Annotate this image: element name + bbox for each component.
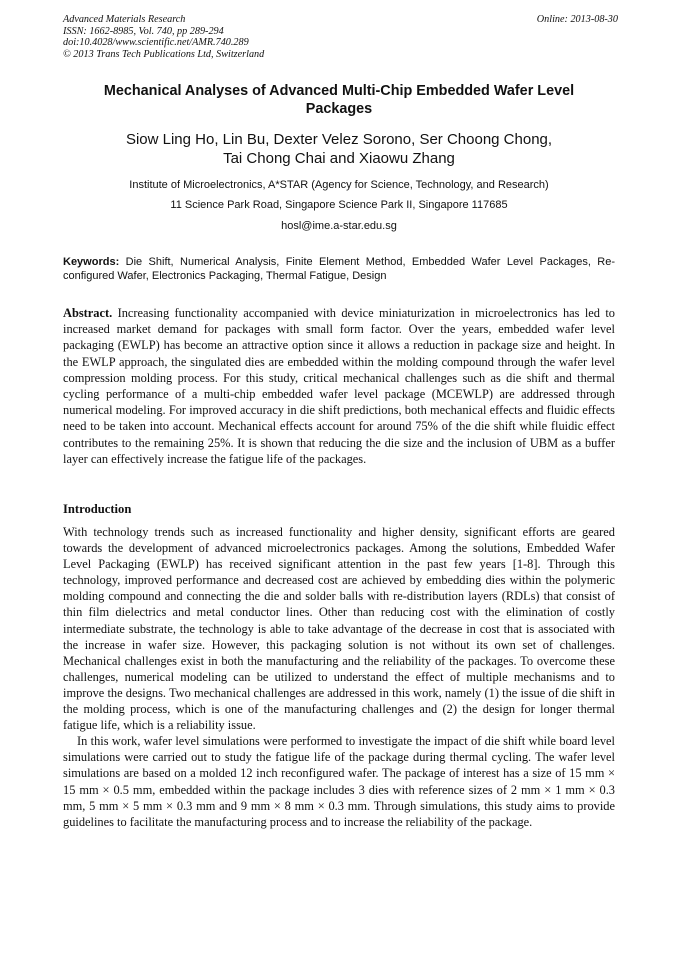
abstract-text: Increasing functionality accompanied with device miniaturization in microelectronics has led to increased market demand for packages with small form factor. Over the years, embedded wafer level packaging (EWLP) has become an attractive option since it allows a reduction in package size and height. In the EWLP approach, the singulated dies are embedded within the molding compound through the wafer level compression molding process. For this study, critical mechanical challenges such as die shift and thermal cycling performance of a multi-chip embedded wafer level package (MCEWLP) are addressed through numerical modeling. For improved accuracy in die shift predictions, both mechanical effects and fluidic effects need to be taken into account. Mechanical effects account for around 75% of the die shift while fluidic effect contributes to the remaining 25%. It is shown that reducing the die size and the inclusion of UBM as a buffer layer can effectively increase the fatigue life of the packages. bbox=[63, 306, 615, 466]
introduction-body bbox=[63, 524, 615, 830]
title-line-2: Packages bbox=[305, 101, 373, 117]
affiliation-address: 11 Science Park Road, Singapore Science Park II, Singapore 117685 bbox=[170, 199, 508, 211]
copyright-line: © 2013 Trans Tech Publications Ltd, Switzerland bbox=[63, 48, 265, 60]
journal-header bbox=[63, 14, 618, 60]
keywords-label: Keywords: bbox=[63, 256, 120, 268]
authors-line-1: Siow Ling Ho, Lin Bu, Dexter Velez Sorono, Ser Choong Chong, bbox=[125, 131, 553, 148]
author-list bbox=[63, 130, 615, 168]
section-heading-introduction: Introduction bbox=[63, 502, 132, 516]
keywords bbox=[63, 255, 615, 283]
keywords-text: Die Shift, Numerical Analysis, Finite Element Method, Embedded Wafer Level Packages, Re-configured Wafer, Electronics Packaging, Thermal Fatigue, Design bbox=[63, 256, 615, 282]
authors-line-2: Tai Chong Chai and Xiaowu Zhang bbox=[223, 150, 455, 167]
abstract bbox=[63, 305, 615, 467]
paper-title bbox=[63, 82, 615, 118]
journal-name: Advanced Materials Research bbox=[63, 14, 186, 25]
paragraph: In this work, wafer level simulations were performed to investigate the impact of die shift while board level simulations were carried out to study the fatigue life of the package during thermal cycling. The wafer level simulations are based on a molded 12 inch reconfigured wafer. The package of interest has a size of 15 mm × 15 mm × 0.5 mm, embedded within the package includes 3 dies with reference sizes of 2 mm × 1 mm × 0.3 mm, 5 mm × 5 mm × 0.3 mm and 9 mm × 8 mm × 0.3 mm. Through simulations, this study aims to provide guidelines to facilitate the manufacturing process and to increase the reliability of the package. bbox=[63, 734, 615, 829]
author-email: hosl@ime.a-star.edu.sg bbox=[281, 220, 397, 232]
affiliation-institute: Institute of Microelectronics, A*STAR (Agency for Science, Technology, and Research) bbox=[129, 179, 549, 191]
abstract-label: Abstract. bbox=[63, 306, 113, 320]
issn-line: ISSN: 1662-8985, Vol. 740, pp 289-294 bbox=[63, 25, 224, 37]
paragraph: With technology trends such as increased functionality and higher density, significant efforts are geared towards the development of advanced microelectronics packages. Among the solutions, Embedded Wafer Level Packaging (EWLP) has received significant attention in the past few years [1-8]. Through this technology, improved performance and decreased cost are achieved by embedding dies within the polymeric molding compound and connecting the die and solder balls with re-distribution layers (RDLs) that consist of thin film dielectrics and metal conductor lines. Other than reducing cost with the elimination of costly intermediate substrate, the technology is able to take advantage of the decrease in cost that is associated with the increase in wafer size. However, this packaging solution is not without its own set of challenges. Mechanical challenges exist in both the manufacturing and the reliability of the packages. To overcome these challenges, numerical modeling can be utilized to understand the effect of multiple mechanisms and to improve the designs. Two mechanical challenges are addressed in this work, namely (1) the issue of die shift in the molding process, which is one of the manufacturing challenges and (2) the design for longer thermal fatigue life, which is a reliability issue. bbox=[63, 525, 615, 733]
doi-line: doi:10.4028/www.scientific.net/AMR.740.289 bbox=[63, 37, 249, 48]
title-line-1: Mechanical Analyses of Advanced Multi-Chip Embedded Wafer Level bbox=[103, 83, 575, 99]
online-date: Online: 2013-08-30 bbox=[536, 14, 618, 25]
